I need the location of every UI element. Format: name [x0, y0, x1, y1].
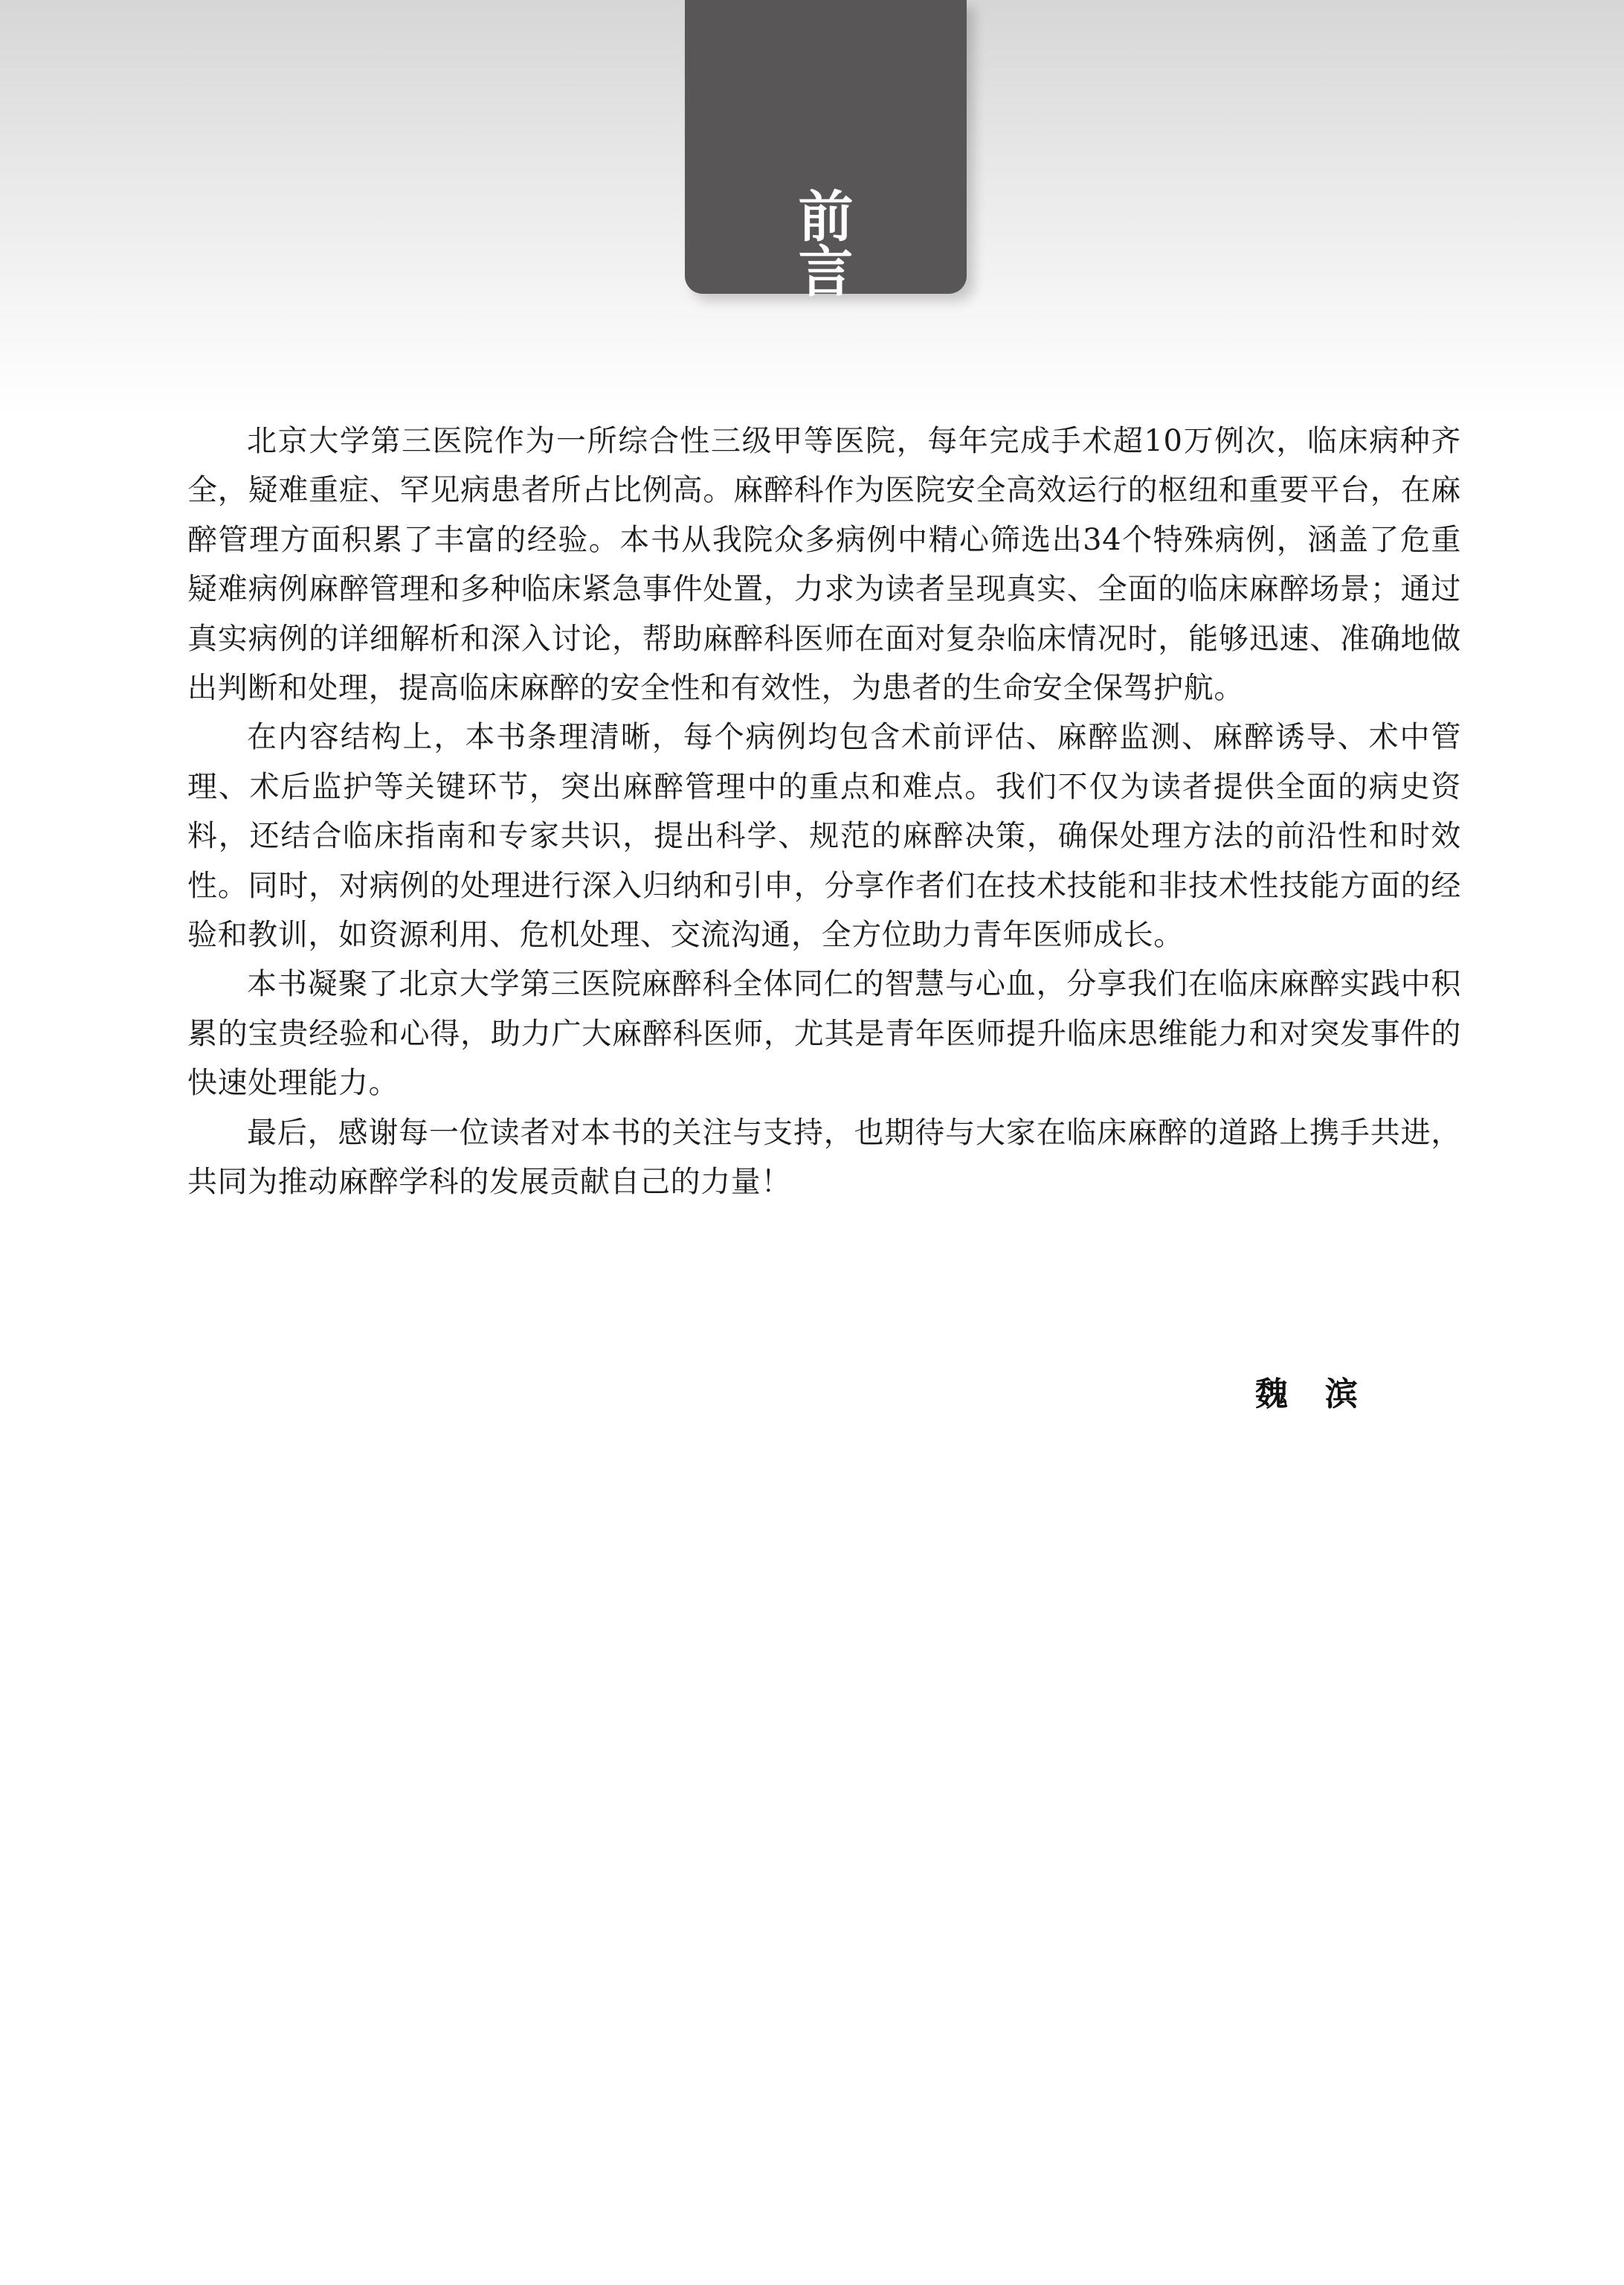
- author-signature: 魏滨: [1255, 1375, 1395, 1413]
- paragraph-1: 北京大学第三医院作为一所综合性三级甲等医院，每年完成手术超10万例次，临床病种齐全，疑难重症、罕见病患者所占比例高。麻醉科作为医院安全高效运行的枢纽和重要平台，在麻醉管理方面积累了丰富的经验。本书从我院众多病例中精心筛选出34个特殊病例，涵盖了危重疑难病例麻醉管理和多种临床紧急事件处置，力求为读者呈现真实、全面的临床麻醉场景；通过真实病例的详细解析和深入讨论，帮助麻醉科医师在面对复杂临床情况时，能够迅速、准确地做出判断和处理，提高临床麻醉的安全性和有效性，为患者的生命安全保驾护航。: [187, 424, 1461, 706]
- paragraph-4: 最后，感谢每一位读者对本书的关注与支持，也期待与大家在临床麻醉的道路上携手共进，共同为推动麻醉学科的发展贡献自己的力量！: [187, 1115, 1461, 1200]
- paragraph-2: 在内容结构上，本书条理清晰，每个病例均包含术前评估、麻醉监测、麻醉诱导、术中管理、术后监护等关键环节，突出麻醉管理中的重点和难点。我们不仅为读者提供全面的病史资料，还结合临床指南和专家共识，提出科学、规范的麻醉决策，确保处理方法的前沿性和时效性。同时，对病例的处理进行深入归纳和引申，分享作者们在技术技能和非技术性技能方面的经验和教训，如资源利用、危机处理、交流沟通，全方位助力青年医师成长。: [187, 720, 1461, 953]
- paragraph-3: 本书凝聚了北京大学第三医院麻醉科全体同仁的智慧与心血，分享我们在临床麻醉实践中积累的宝贵经验和心得，助力广大麻醉科医师，尤其是青年医师提升临床思维能力和对突发事件的快速处理能力。: [187, 967, 1461, 1101]
- preface-body: [187, 417, 1461, 1207]
- page-title: 前言: [798, 185, 927, 304]
- title-tab: [685, 0, 967, 304]
